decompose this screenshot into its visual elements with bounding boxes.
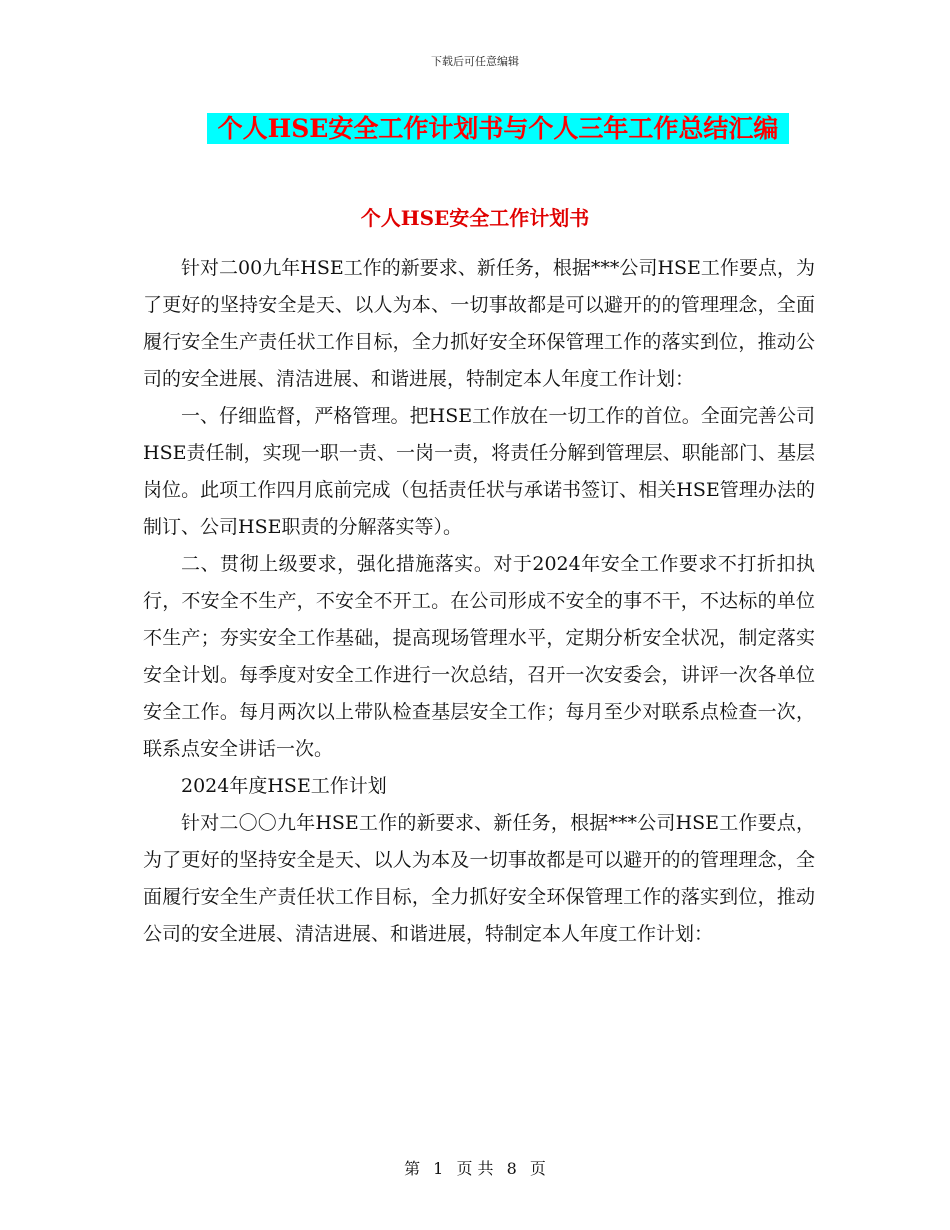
header-note: 下载后可任意编辑 bbox=[431, 55, 519, 68]
paragraph-intro: 针对二00九年HSE工作的新要求、新任务，根据***公司HSE工作要点，为了更好的坚持安全是天、以人为本、一切事故都是可以避开的的管理理念，全面履行安全生产责任状工作目标，全力抓好安全环保管理工作的落实到位，推动公司的安全进展、清洁进展、和谐进展，特制定本人年度工作计划： bbox=[143, 257, 815, 390]
page-footer bbox=[0, 1156, 950, 1179]
document-title: 个人HSE安全工作计划书与个人三年工作总结汇编 bbox=[207, 113, 789, 144]
footer-suffix: 页 bbox=[529, 1159, 546, 1178]
page-total: 8 bbox=[506, 1159, 517, 1178]
paragraph-item-2: 二、贯彻上级要求，强化措施落实。对于2024年安全工作要求不打折扣执行，不安全不生产，不安全不开工。在公司形成不安全的事不干，不达标的单位不生产；夯实安全工作基础，提高现场管理水平，定期分析安全状况，制定落实安全计划。每季度对安全工作进行一次总结，召开一次安委会，讲评一次各单位安全工作。每月两次以上带队检查基层安全工作；每月至少对联系点检查一次，联系点安全讲话一次。 bbox=[143, 553, 815, 760]
page-number: 1 bbox=[433, 1159, 444, 1178]
footer-mid: 页 共 bbox=[456, 1159, 494, 1178]
footer-prefix: 第 bbox=[404, 1159, 421, 1178]
section-title: 个人HSE安全工作计划书 bbox=[360, 206, 590, 230]
subheading-plan: 2024年度HSE工作计划 bbox=[181, 775, 387, 797]
paragraph-item-1: 一、仔细监督，严格管理。把HSE工作放在一切工作的首位。全面完善公司HSE责任制，实现一职一责、一岗一责，将责任分解到管理层、职能部门、基层岗位。此项工作四月底前完成（包括责任状与承诺书签订、相关HSE管理办法的制订、公司HSE职责的分解落实等）。 bbox=[143, 405, 815, 538]
paragraph-intro-repeat: 针对二〇〇九年HSE工作的新要求、新任务，根据***公司HSE工作要点，为了更好的坚持安全是天、以人为本及一切事故都是可以避开的的管理理念，全面履行安全生产责任状工作目标，全力抓好安全环保管理工作的落实到位，推动公司的安全进展、清洁进展、和谐进展，特制定本人年度工作计划： bbox=[143, 812, 815, 945]
body-text bbox=[143, 250, 815, 953]
